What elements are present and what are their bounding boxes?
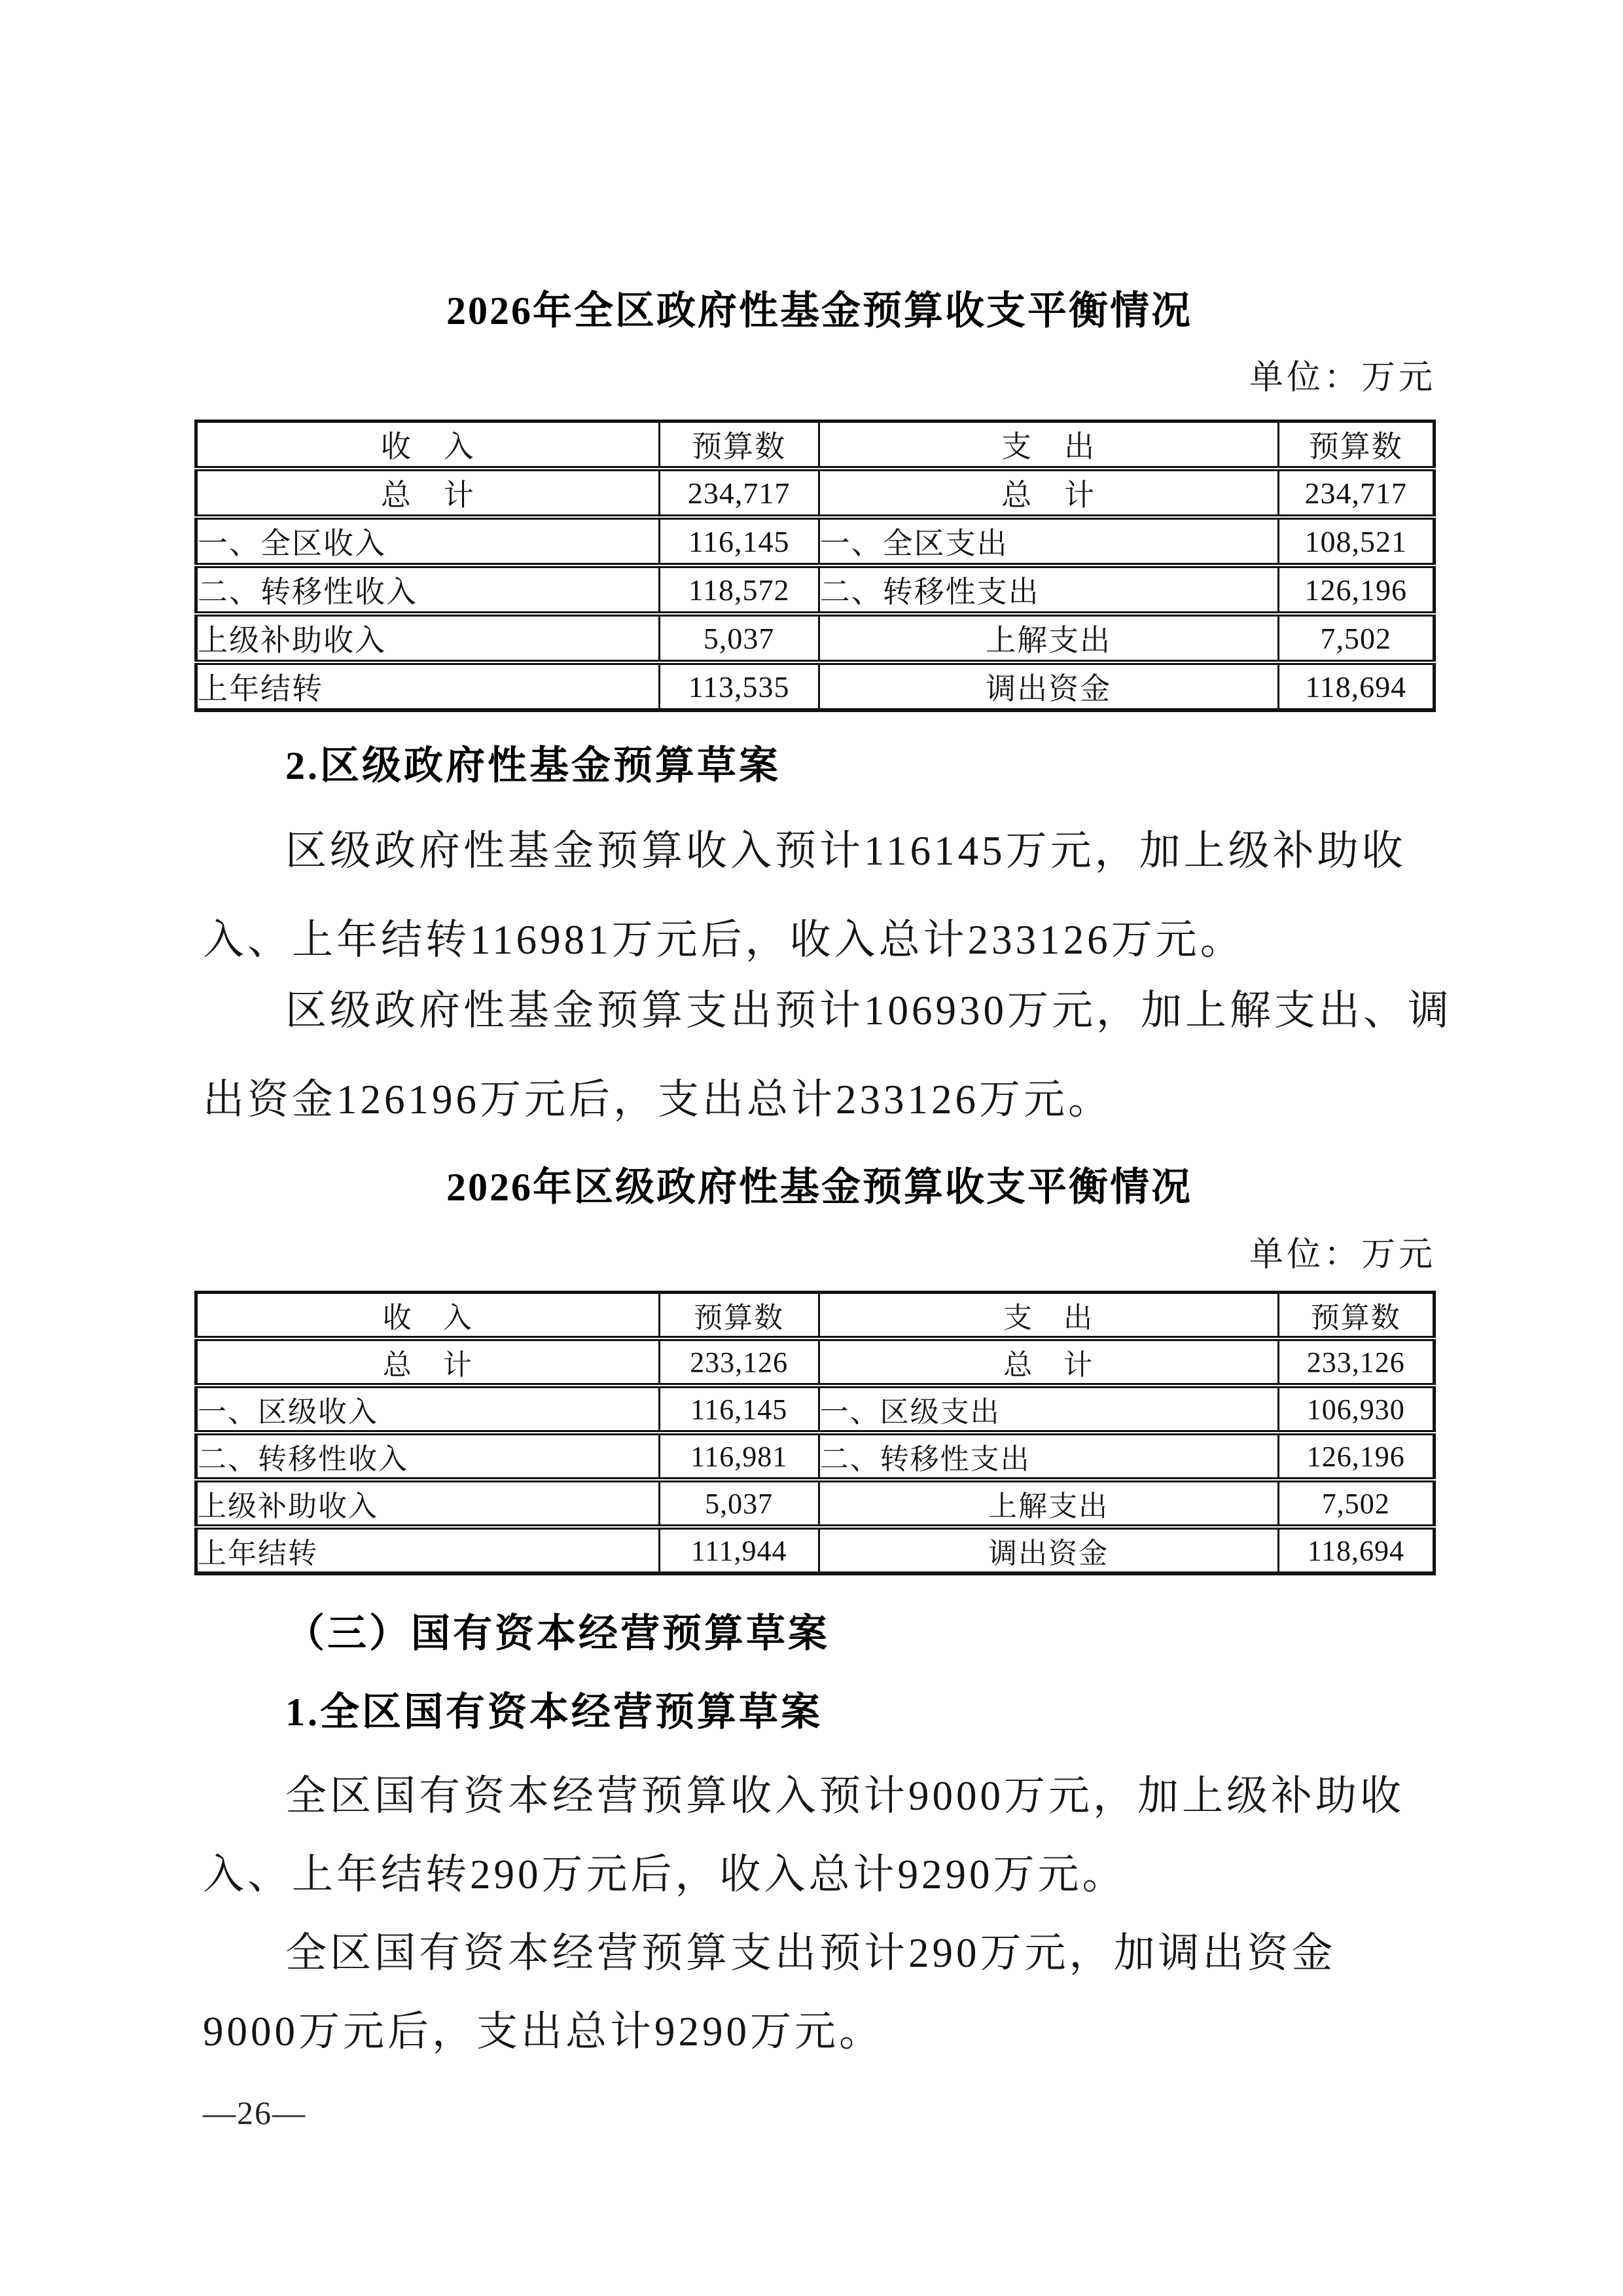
header-expense: 支 出 (819, 422, 1278, 469)
header-income-budget: 预算数 (659, 1293, 819, 1339)
cell-income-budget: 118,572 (659, 565, 819, 614)
cell-income-label: 上级补助收入 (196, 1480, 660, 1527)
table-row (196, 1386, 1435, 1433)
cell-income-label: 二、转移性收入 (196, 565, 660, 614)
table-row-total (196, 469, 1435, 517)
cell-income-budget: 233,126 (659, 1338, 819, 1386)
cell-expense-label: 调出资金 (819, 1527, 1278, 1573)
table-row (196, 1527, 1435, 1573)
paragraph (203, 1914, 1440, 2071)
paragraph-line: 入、上年结转116981万元后，收入总计233126万元。 (203, 917, 1245, 963)
section1-title: 2026年全区政府性基金预算收支平衡情况 (446, 289, 1192, 332)
heading-guoyouziben: （三）国有资本经营预算草案 (285, 1612, 830, 1655)
section2-unit-label: 单位：万元 (1249, 1236, 1436, 1274)
paragraph (203, 806, 1440, 984)
header-expense-budget: 预算数 (1278, 422, 1434, 469)
header-expense-budget: 预算数 (1278, 1293, 1434, 1339)
header-income: 收 入 (196, 422, 660, 469)
cell-income-budget: 5,037 (659, 614, 819, 662)
cell-expense-budget: 7,502 (1278, 614, 1434, 662)
table-row (196, 565, 1435, 614)
cell-expense-label: 一、区级支出 (819, 1386, 1278, 1433)
header-income-budget: 预算数 (659, 422, 819, 469)
cell-income-budget: 111,944 (659, 1527, 819, 1573)
header-expense: 支 出 (819, 1293, 1278, 1339)
paragraph-line: 区级政府性基金预算收入预计116145万元，加上级补助收 (285, 828, 1406, 874)
cell-income-label: 一、区级收入 (196, 1386, 660, 1433)
cell-expense-label: 二、转移性支出 (819, 1433, 1278, 1480)
budget-table-quanqu (194, 420, 1436, 712)
cell-expense-label: 总 计 (819, 469, 1278, 517)
table-row (196, 1480, 1435, 1527)
paragraph-line: 入、上年结转290万元后，收入总计9290万元。 (203, 1852, 1127, 1897)
table-header-row (196, 1293, 1435, 1339)
paragraph-line: 出资金126196万元后，支出总计233126万元。 (203, 1077, 1113, 1122)
cell-income-budget: 116,981 (659, 1433, 819, 1480)
cell-expense-label: 二、转移性支出 (819, 565, 1278, 614)
cell-income-budget: 113,535 (659, 662, 819, 710)
heading-quanqu-guoyouziben: 1.全区国有资本经营预算草案 (285, 1691, 823, 1734)
cell-expense-budget: 234,717 (1278, 469, 1434, 517)
cell-income-label: 上级补助收入 (196, 614, 660, 662)
paragraph-line: 全区国有资本经营预算支出预计290万元，加调出资金 (285, 1930, 1336, 1976)
table-row (196, 614, 1435, 662)
table-row (196, 517, 1435, 565)
cell-income-budget: 116,145 (659, 1386, 819, 1433)
cell-expense-label: 上解支出 (819, 1480, 1278, 1527)
cell-income-label: 总 计 (196, 469, 660, 517)
cell-expense-label: 上解支出 (819, 614, 1278, 662)
cell-expense-label: 总 计 (819, 1338, 1278, 1386)
cell-expense-budget: 126,196 (1278, 1433, 1434, 1480)
cell-expense-budget: 118,694 (1307, 1534, 1404, 1567)
cell-income-budget: 234,717 (659, 469, 819, 517)
paragraph (203, 1757, 1440, 1914)
cell-income-label: 总 计 (196, 1338, 660, 1386)
header-income: 收 入 (196, 1293, 660, 1339)
cell-income-label: 二、转移性收入 (196, 1433, 660, 1480)
section2-title: 2026年区级政府性基金预算收支平衡情况 (446, 1166, 1192, 1209)
cell-income-label: 上年结转 (196, 1527, 660, 1573)
paragraph-line: 区级政府性基金预算支出预计106930万元，加上解支出、调 (285, 988, 1452, 1033)
table-row (196, 662, 1435, 710)
table-row (196, 1433, 1435, 1480)
cell-income-label: 上年结转 (196, 662, 660, 710)
cell-expense-budget: 118,694 (1305, 670, 1407, 704)
cell-expense-label: 调出资金 (819, 662, 1278, 710)
paragraph-line: 全区国有资本经营预算收入预计9000万元，加上级补助收 (285, 1773, 1404, 1819)
cell-income-label: 一、全区收入 (196, 517, 660, 565)
cell-expense-budget: 108,521 (1278, 517, 1434, 565)
cell-expense-budget: 126,196 (1278, 565, 1434, 614)
cell-expense-label: 一、全区支出 (819, 517, 1278, 565)
cell-expense-budget: 233,126 (1278, 1338, 1434, 1386)
heading-quji-caoan: 2.区级政府性基金预算草案 (285, 744, 781, 787)
budget-table-quji (194, 1291, 1436, 1575)
cell-income-budget: 116,145 (659, 517, 819, 565)
table-header-row (196, 422, 1435, 469)
page-number: —26— (203, 2094, 306, 2131)
section1-unit-label: 单位：万元 (1249, 359, 1436, 397)
cell-income-budget: 5,037 (659, 1480, 819, 1527)
table-row-total (196, 1338, 1435, 1386)
cell-expense-budget: 7,502 (1278, 1480, 1434, 1527)
cell-expense-budget: 106,930 (1278, 1386, 1434, 1433)
paragraph-line: 9000万元后，支出总计9290万元。 (203, 2009, 883, 2054)
paragraph (203, 966, 1452, 1144)
